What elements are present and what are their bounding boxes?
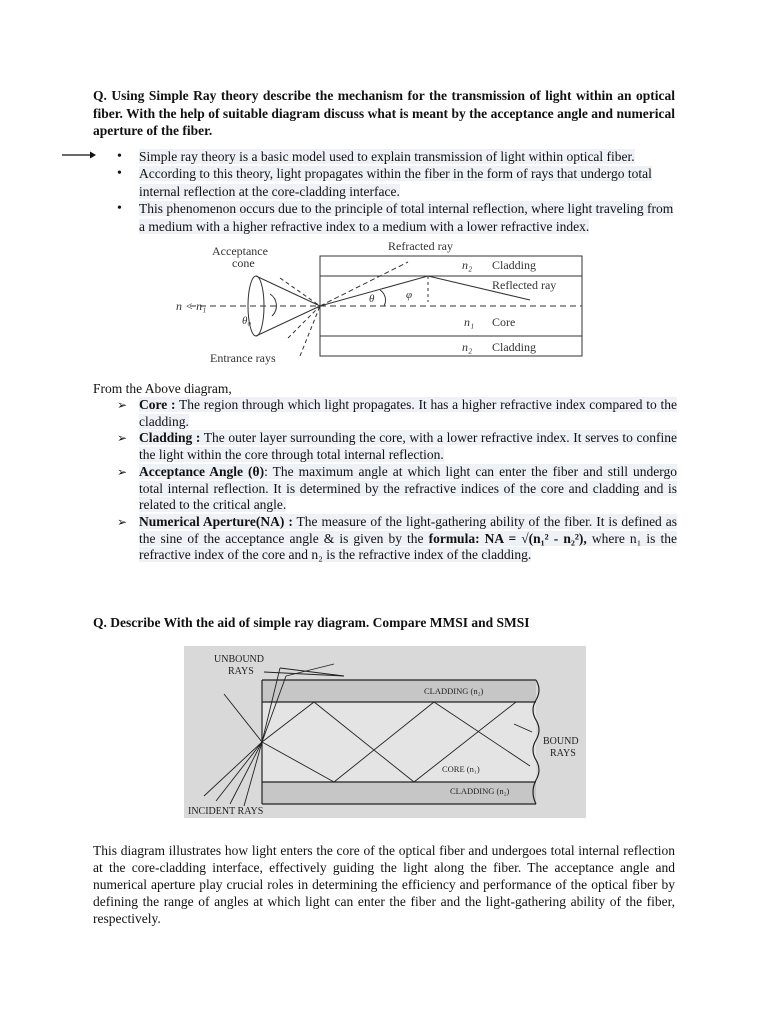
bound-rays-label: RAYS: [550, 748, 576, 759]
svg-text:n₂: n₂: [462, 340, 473, 354]
incident-rays-label: INCIDENT RAYS: [188, 806, 264, 817]
refracted-ray-label: Refracted ray: [388, 239, 453, 253]
core-label: CORE (n₁): [442, 764, 480, 774]
from-diagram-text: From the Above diagram,: [93, 381, 232, 396]
question-1-heading: Q. Using Simple Ray theory describe the mechanism for the transmission of light within an optical fiber. With the help of suitable diagram discuss what is meant by the acceptance angle and numerical aperture of the fiber.: [93, 88, 675, 138]
svg-text:φ: φ: [406, 289, 413, 301]
acceptance-label: Acceptance: [212, 244, 268, 258]
reflected-ray-label: Reflected ray: [492, 278, 557, 292]
definition-numerical-aperture: ➢ Numerical Aperture(NA) : The measure of the light-gathering ability of the fiber. It is defined as the sine of the acceptance angle & is given by the formula: NA = √(n₁² - n₂²), where n₁ is the refractive index of the core and n₂ is the refractive index of the cladding.: [117, 514, 677, 564]
svg-text:n₁: n₁: [464, 315, 475, 329]
bullet-item: • This phenomenon occurs due to the principle of total internal reflection, where light traveling from a medium with a higher refractive index to a medium with a lower refractive index.: [117, 200, 677, 235]
cladding-bottom-label: Cladding: [492, 340, 536, 354]
ray-theory-bullets: [117, 148, 677, 235]
n-lt-n1-label: n < n₁: [176, 299, 207, 313]
acceptance-cone-diagram: [170, 238, 590, 368]
cone-label: cone: [232, 256, 255, 270]
definition-cladding: ➢ Cladding : The outer layer surrounding the core, with a lower refractive index. It serves to confine the light within the core through total internal reflection.: [117, 430, 677, 463]
unbound-label: UNBOUND: [214, 654, 264, 665]
svg-text:θ: θ: [369, 293, 375, 305]
bound-label: BOUND: [543, 736, 579, 747]
definition-acceptance-angle: ➢ Acceptance Angle (θ): The maximum angle at which light can enter the fiber and still undergo total internal reflection. It is determined by the refractive indices of the core and cladding and is related to the critical angle.: [117, 464, 677, 514]
definition-core: ➢ Core : The region through which light propagates. It has a higher refractive index compared to the cladding.: [117, 397, 677, 430]
closing-paragraph: This diagram illustrates how light enters the core of the optical fiber and undergoes total internal reflection at the core-cladding interface, effectively guiding the light along the fiber. The acceptance angle and numerical aperture play crucial roles in determining the efficiency and performance of the optical fiber by defining the range of angles at which light can enter the fiber and the light-gathering ability of the fiber, respectively.: [93, 843, 675, 926]
svg-text:θ₀: θ₀: [242, 315, 252, 327]
definitions-list: [117, 397, 677, 564]
question-2-heading: Q. Describe With the aid of simple ray diagram. Compare MMSI and SMSI: [93, 615, 530, 630]
cladding-top-label: Cladding: [492, 258, 536, 272]
cladding-top-label: CLADDING (n₂): [424, 686, 484, 696]
cladding-bottom-label: CLADDING (n₂): [450, 786, 510, 796]
entrance-rays-label: Entrance rays: [210, 351, 276, 365]
bullet-item: • Simple ray theory is a basic model used to explain transmission of light within optical fiber.: [117, 148, 677, 165]
bound-unbound-rays-diagram: [184, 646, 586, 818]
unbound-rays-label: RAYS: [228, 666, 254, 677]
bullet-item: • According to this theory, light propagates within the fiber in the form of rays that undergo total internal reflection at the core-cladding interface.: [117, 165, 677, 200]
right-arrow-icon: [62, 150, 96, 160]
core-label: Core: [492, 315, 516, 329]
svg-text:n₂: n₂: [462, 258, 473, 272]
